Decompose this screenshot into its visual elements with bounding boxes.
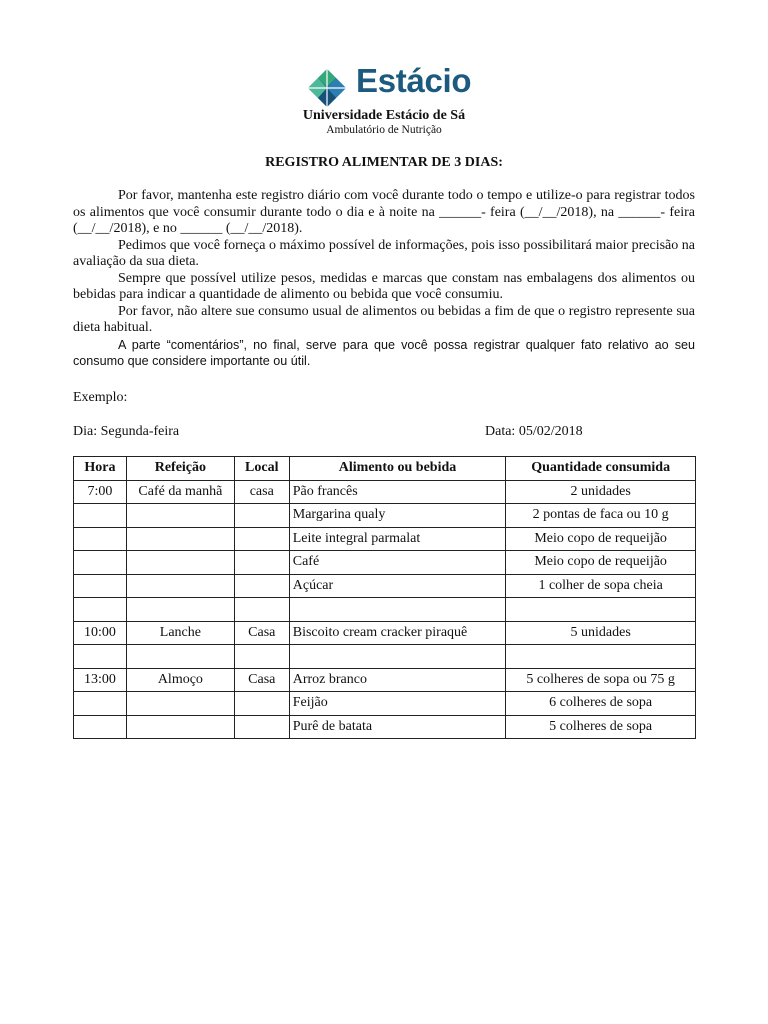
refeicao-cell	[126, 715, 234, 739]
hora-cell: 7:00	[74, 480, 127, 504]
university-name: Universidade Estácio de Sá	[302, 108, 466, 123]
alimento-cell: Café	[289, 551, 506, 575]
table-row	[74, 480, 696, 504]
example-label: Exemplo:	[73, 390, 128, 405]
hora-cell	[74, 715, 127, 739]
quantidade-cell: 5 colheres de sopa	[506, 715, 696, 739]
alimento-cell: Arroz branco	[289, 668, 506, 692]
local-cell	[234, 551, 289, 575]
hora-cell	[74, 551, 127, 575]
estacio-logo	[306, 62, 496, 110]
table-header-row	[74, 457, 696, 481]
table-row	[74, 504, 696, 528]
instructions	[73, 188, 695, 370]
local-cell: Casa	[234, 621, 289, 645]
alimento-cell: Biscoito cream cracker piraquê	[289, 621, 506, 645]
alimento-cell	[289, 645, 506, 669]
refeicao-cell: Lanche	[126, 621, 234, 645]
alimento-cell: Pão francês	[289, 480, 506, 504]
hora-cell	[74, 645, 127, 669]
alimento-cell: Margarina qualy	[289, 504, 506, 528]
refeicao-cell: Almoço	[126, 668, 234, 692]
quantidade-cell: 5 unidades	[506, 621, 696, 645]
alimento-cell: Açúcar	[289, 574, 506, 598]
header-cell: Alimento ou bebida	[289, 457, 506, 481]
quantidade-cell	[506, 598, 696, 622]
table-row	[74, 527, 696, 551]
table-row	[74, 574, 696, 598]
hora-cell: 13:00	[74, 668, 127, 692]
alimento-cell: Feijão	[289, 692, 506, 716]
table-row	[74, 621, 696, 645]
alimento-cell: Leite integral parmalat	[289, 527, 506, 551]
instruction-paragraph: Por favor, mantenha este registro diário com você durante todo o tempo e utilize-o para registrar todos os alimentos que você consumir durante todo o dia e à noite na ______- feira (__/__/2018), na ______- feira (__/__/2018), e no ______ (__/__/2018).	[73, 188, 695, 236]
food-record-table	[73, 456, 696, 739]
department-name: Ambulatório de Nutrição	[326, 124, 442, 136]
local-cell	[234, 574, 289, 598]
quantidade-cell: 6 colheres de sopa	[506, 692, 696, 716]
table-row	[74, 551, 696, 575]
refeicao-cell	[126, 527, 234, 551]
local-cell	[234, 527, 289, 551]
local-cell: Casa	[234, 668, 289, 692]
header-cell: Local	[234, 457, 289, 481]
refeicao-cell	[126, 504, 234, 528]
table-row	[74, 692, 696, 716]
local-cell	[234, 504, 289, 528]
header-cell: Quantidade consumida	[506, 457, 696, 481]
hora-cell: 10:00	[74, 621, 127, 645]
local-cell	[234, 715, 289, 739]
header-cell: Hora	[74, 457, 127, 481]
table-row	[74, 645, 696, 669]
quantidade-cell: 5 colheres de sopa ou 75 g	[506, 668, 696, 692]
table-row	[74, 598, 696, 622]
alimento-cell: Purê de batata	[289, 715, 506, 739]
instruction-paragraph: Por favor, não altere sue consumo usual de alimentos ou bebidas a fim de que o registro represente sua dieta habitual.	[73, 303, 695, 335]
quantidade-cell: 1 colher de sopa cheia	[506, 574, 696, 598]
table-row	[74, 668, 696, 692]
local-cell	[234, 645, 289, 669]
header-cell: Refeição	[126, 457, 234, 481]
refeicao-cell: Café da manhã	[126, 480, 234, 504]
quantidade-cell: Meio copo de requeijão	[506, 527, 696, 551]
quantidade-cell: 2 pontas de faca ou 10 g	[506, 504, 696, 528]
refeicao-cell	[126, 692, 234, 716]
refeicao-cell	[126, 598, 234, 622]
date-label: Data: 05/02/2018	[485, 424, 583, 439]
local-cell	[234, 598, 289, 622]
hora-cell	[74, 574, 127, 598]
table-row	[74, 715, 696, 739]
refeicao-cell	[126, 551, 234, 575]
refeicao-cell	[126, 645, 234, 669]
logo-wordmark: Estácio	[356, 62, 472, 99]
instruction-paragraph: A parte “comentários”, no final, serve para que você possa registrar qualquer fato relativo ao seu consumo que considere importante ou útil.	[73, 337, 695, 368]
hora-cell	[74, 598, 127, 622]
hora-cell	[74, 504, 127, 528]
quantidade-cell: Meio copo de requeijão	[506, 551, 696, 575]
local-cell: casa	[234, 480, 289, 504]
quantidade-cell: 2 unidades	[506, 480, 696, 504]
local-cell	[234, 692, 289, 716]
instruction-paragraph: Pedimos que você forneça o máximo possível de informações, pois isso possibilitará maior precisão na avaliação da sua dieta.	[73, 237, 695, 269]
alimento-cell	[289, 598, 506, 622]
instruction-paragraph: Sempre que possível utilize pesos, medidas e marcas que constam nas embalagens dos alimentos ou bebidas para indicar a quantidade de alimento ou bebida que você consumiu.	[73, 270, 695, 302]
refeicao-cell	[126, 574, 234, 598]
hora-cell	[74, 527, 127, 551]
day-label: Dia: Segunda-feira	[73, 424, 180, 439]
quantidade-cell	[506, 645, 696, 669]
estacio-emblem-icon	[306, 68, 348, 110]
table-body	[74, 480, 696, 739]
page-title: REGISTRO ALIMENTAR DE 3 DIAS:	[265, 155, 503, 170]
hora-cell	[74, 692, 127, 716]
